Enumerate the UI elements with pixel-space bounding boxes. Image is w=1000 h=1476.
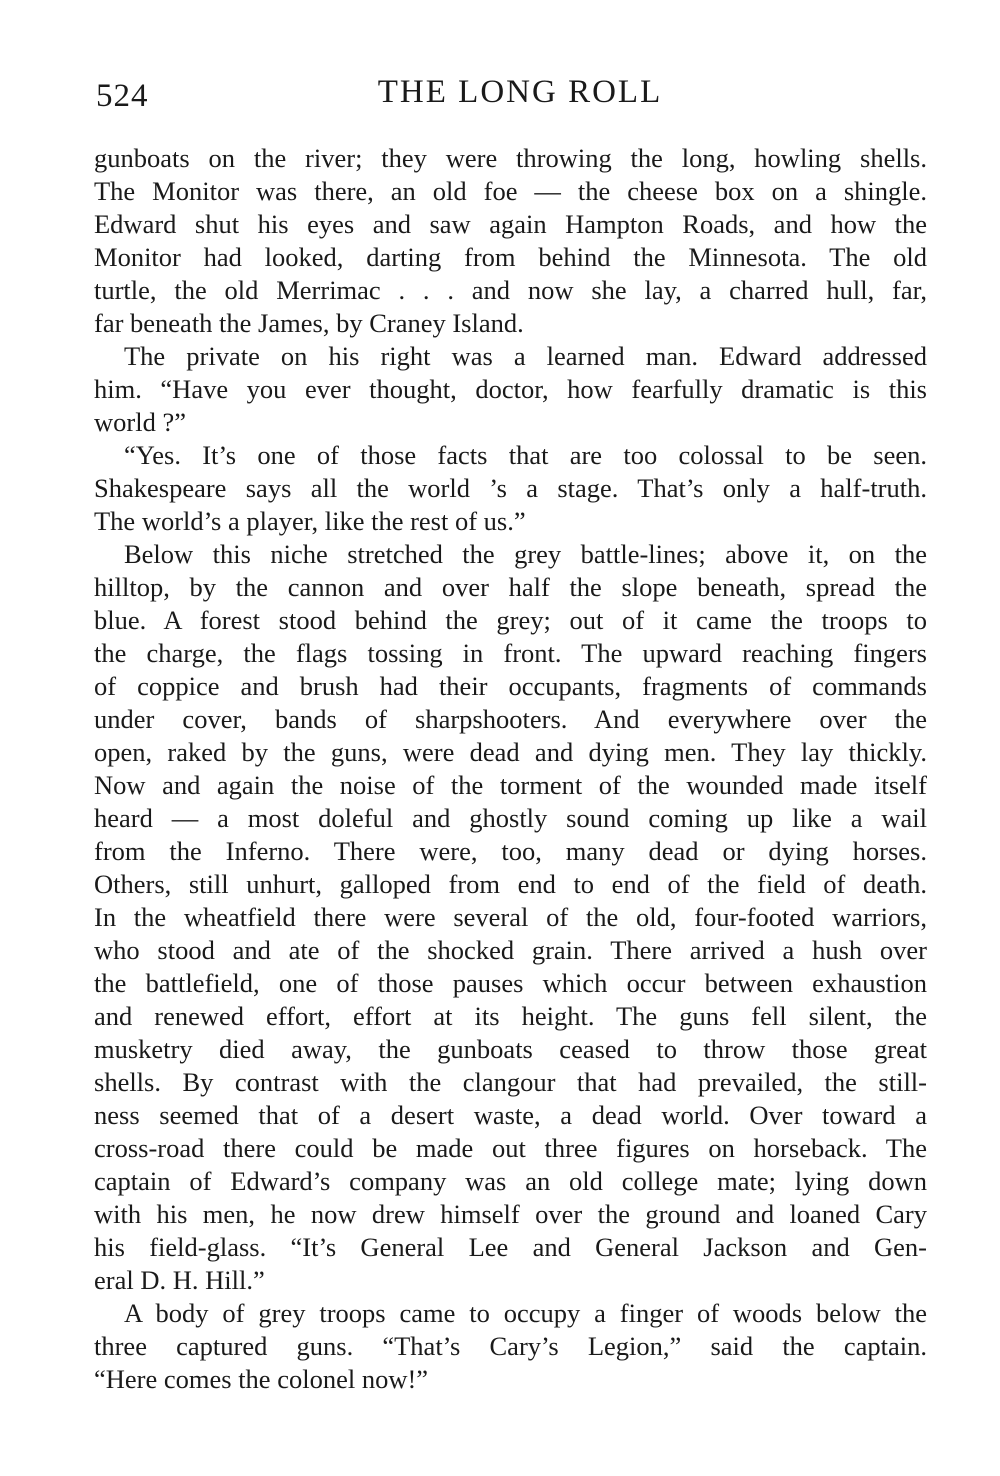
text-line: Edward shut his eyes and saw again Hampton Roads, and how the bbox=[94, 209, 927, 239]
text-line: Others, still unhurt, galloped from end to end of the field of death. bbox=[94, 869, 927, 899]
text-line: Shakespeare says all the world ’s a stage. That’s only a half-truth. bbox=[94, 473, 927, 503]
text-line: Below this niche stretched the grey battle-lines; above it, on the bbox=[124, 539, 927, 569]
page-number: 524 bbox=[96, 78, 149, 114]
text-line: blue. A forest stood behind the grey; out of it came the troops to bbox=[94, 605, 927, 635]
text-line: eral D. H. Hill.” bbox=[94, 1265, 265, 1295]
text-line: Now and again the noise of the torment of the wounded made itself bbox=[94, 770, 927, 800]
text-line: and renewed effort, effort at its height. The guns fell silent, the bbox=[94, 1001, 927, 1031]
text-line: who stood and ate of the shocked grain. There arrived a hush over bbox=[94, 935, 927, 965]
text-line: turtle, the old Merrimac . . . and now she lay, a charred hull, far, bbox=[94, 275, 927, 305]
text-line: under cover, bands of sharpshooters. And everywhere over the bbox=[94, 704, 927, 734]
text-line: “Yes. It’s one of those facts that are too colossal to be seen. bbox=[124, 440, 927, 470]
text-line: In the wheatfield there were several of the old, four-footed warriors, bbox=[94, 902, 927, 932]
text-line: The Monitor was there, an old foe — the cheese box on a shingle. bbox=[94, 176, 927, 206]
page-header bbox=[96, 74, 926, 118]
text-line: from the Inferno. There were, too, many dead or dying horses. bbox=[94, 836, 927, 866]
body-text bbox=[94, 142, 927, 1396]
text-line: three captured guns. “That’s Cary’s Legion,” said the captain. bbox=[94, 1331, 927, 1361]
text-line: cross-road there could be made out three figures on horseback. The bbox=[94, 1133, 927, 1163]
text-line: the charge, the flags tossing in front. The upward reaching fingers bbox=[94, 638, 927, 668]
text-line: hilltop, by the cannon and over half the slope beneath, spread the bbox=[94, 572, 927, 602]
text-line: heard — a most doleful and ghostly sound coming up like a wail bbox=[94, 803, 927, 833]
text-line: the battlefield, one of those pauses which occur between exhaustion bbox=[94, 968, 927, 998]
text-line: open, raked by the guns, were dead and dying men. They lay thickly. bbox=[94, 737, 927, 767]
text-line: “Here comes the colonel now!” bbox=[94, 1364, 429, 1394]
text-line: far beneath the James, by Craney Island. bbox=[94, 308, 524, 338]
text-line: Monitor had looked, darting from behind the Minnesota. The old bbox=[94, 242, 927, 272]
text-line: him. “Have you ever thought, doctor, how fearfully dramatic is this bbox=[94, 374, 927, 404]
text-line: his field-glass. “It’s General Lee and General Jackson and Gen- bbox=[94, 1232, 927, 1262]
text-line: ness seemed that of a desert waste, a dead world. Over toward a bbox=[94, 1100, 927, 1130]
text-line: The world’s a player, like the rest of us.” bbox=[94, 506, 526, 536]
text-line: The private on his right was a learned man. Edward addressed bbox=[124, 341, 927, 371]
text-line: world ?” bbox=[94, 407, 186, 437]
running-title: THE LONG ROLL bbox=[377, 74, 663, 110]
text-line: captain of Edward’s company was an old college mate; lying down bbox=[94, 1166, 927, 1196]
text-line: with his men, he now drew himself over the ground and loaned Cary bbox=[94, 1199, 927, 1229]
text-line: musketry died away, the gunboats ceased to throw those great bbox=[94, 1034, 927, 1064]
text-line: of coppice and brush had their occupants, fragments of commands bbox=[94, 671, 927, 701]
text-line: gunboats on the river; they were throwing the long, howling shells. bbox=[94, 143, 927, 173]
text-line: A body of grey troops came to occupy a finger of woods below the bbox=[124, 1298, 927, 1328]
text-line: shells. By contrast with the clangour that had prevailed, the still- bbox=[94, 1067, 927, 1097]
